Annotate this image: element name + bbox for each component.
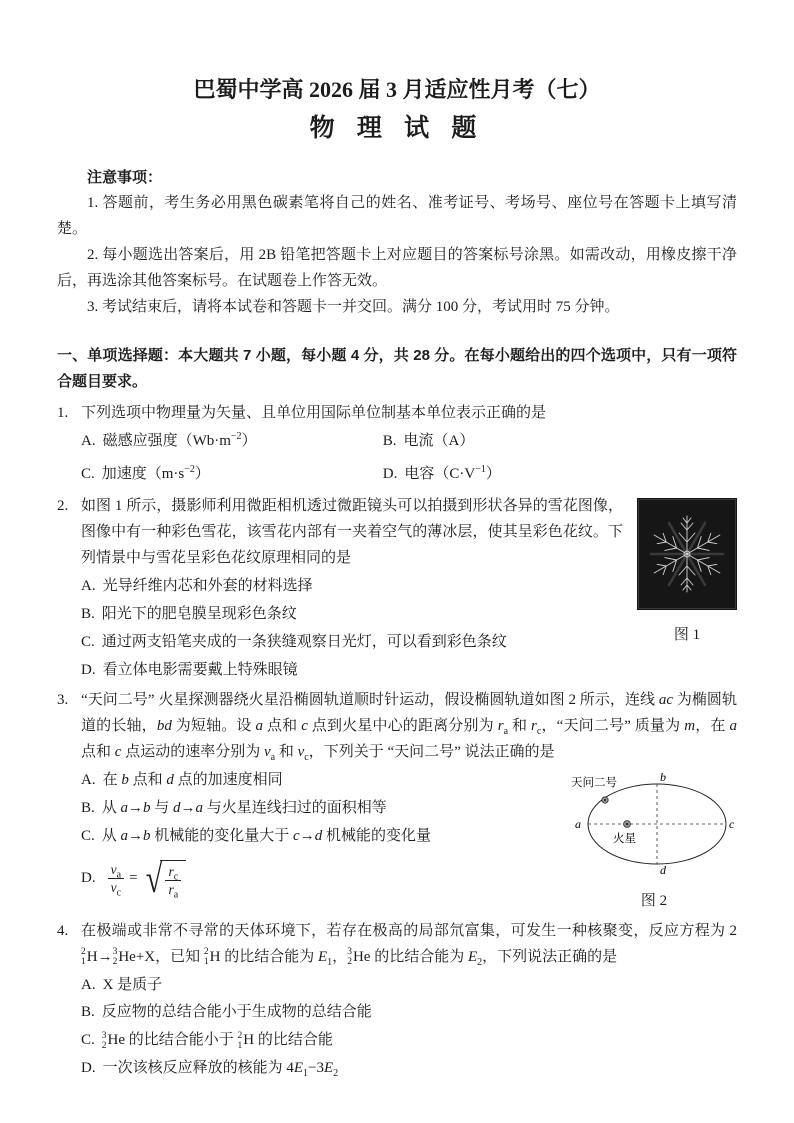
isotope-notation: 3 2 He [101, 1030, 126, 1051]
question-1 [57, 401, 737, 491]
option-label: A. [81, 432, 96, 449]
q4-options [57, 973, 737, 1083]
orbit-diagram [571, 770, 737, 876]
option-label: C. [81, 466, 95, 483]
option-label: A. [81, 771, 96, 788]
option-text: 电流（A） [403, 432, 475, 449]
option-label: B. [81, 1004, 95, 1021]
question-2 [57, 494, 737, 684]
q2-number: 2. [57, 498, 69, 515]
option-text: 看立体电影需要戴上特殊眼镜 [102, 662, 298, 679]
option-label: B. [81, 799, 95, 816]
q1-option-b [383, 429, 737, 455]
option-text: 从 a→b 机械能的变化量大于 c→d 机械能的变化量 [101, 827, 431, 844]
probe-label: 天问二号 [571, 776, 617, 789]
q2-stem [57, 494, 737, 572]
q1-options [57, 427, 737, 491]
option-text: 通过两支铅笔夹成的一条狭缝观察日光灯，可以看到彩色条纹 [101, 634, 507, 651]
option-text: 电容$(C\cdot V^{-1})$ [404, 464, 501, 483]
option-text: 阳光下的肥皂膜呈现彩色条纹 [101, 606, 297, 623]
notice-item-2: 2. 每小题选出答案后，用 2B 铅笔把答题卡上对应题目的答案标号涂黑。如需改动，用橡皮擦干净后，再选涂其他答案标号。在试题卷上作答无效。 [57, 246, 737, 289]
q1-stem [57, 401, 737, 427]
q1-option-a [81, 429, 383, 455]
option-text: 反应物的总结合能小于生成物的总结合能 [101, 1004, 372, 1021]
figure-2-caption: 图 2 [640, 892, 668, 909]
question-3 [57, 688, 737, 909]
q4-stem [57, 919, 737, 971]
fraction-rc-over-ra: $\frac{r_c}{r_a}$ [160, 860, 186, 898]
radical-sign: √ [145, 855, 162, 901]
q4-option-c [81, 1028, 737, 1054]
equals-sign: = [129, 869, 138, 886]
isotope-notation: 2 1 H [203, 946, 221, 967]
option-label: A. [81, 578, 96, 595]
orbit-point-a-label: a [575, 816, 581, 831]
notice-section [57, 165, 737, 321]
option-text: 一次该核反应释放的核能为 $4E_1-3E_2$ [102, 1060, 339, 1080]
q2-options [57, 574, 737, 684]
fraction-va-over-vc: $\frac{v_a}{v_c}$ [108, 862, 124, 896]
option-label: C. [81, 1032, 95, 1049]
notice-heading: 注意事项： [87, 169, 163, 187]
option-label: D. [382, 466, 398, 483]
q4-option-a [81, 973, 737, 999]
q2-stem-text: 如图 1 所示，摄影师利用微距相机透过微距镜头可以拍摄到形状各异的雪花图像，图像中有一种彩色雪花，该雪花内部有一夹着空气的薄冰层，使其呈彩色花纹。下列情景中与雪花呈彩色花纹原理相同的是 [81, 498, 623, 567]
option-text: 磁感应强度$(Wb\cdot m^{-2})$ [102, 430, 257, 449]
q3-option-d [81, 852, 557, 906]
q1-option-d [383, 462, 737, 488]
notice-item-3: 3. 考试结束后，请将本试卷和答题卡一并交回。满分 100 分，考试用时 75 分钟。 [87, 298, 620, 315]
q2-option-d [81, 658, 737, 684]
q1-number: 1. [57, 404, 69, 421]
q3-stem [57, 688, 737, 766]
q3-stem-text: “天问二号” 火星探测器绕火星沿椭圆轨道顺时针运动，假设椭圆轨道如图 2 所示，连线 ac 为椭圆轨道的长轴，bd 为短轴。设 a 点和 c 点到火星中心的距离分别为 $r_a$ 和 $r_c$，“天问二号” 质量为 m，在 a 点和 c 点运动的速率分别为 $v_a$ 和 $v_c$，下列关于 “天问二号” 说法正确的是 [81, 691, 737, 763]
option-label: C. [81, 827, 95, 844]
question-4 [57, 919, 737, 1083]
option-text: X 是质子 [102, 976, 163, 993]
exam-subtitle: 物 理 试 题 [309, 114, 485, 142]
figure-1-caption: 图 1 [673, 627, 701, 644]
q4-stem-text-1: 在极端或非常不寻常的天体环境下，若存在极高的局部氘富集，可发生一种核聚变，反应方程为 [81, 922, 726, 939]
q4-option-b [81, 1000, 737, 1026]
option-label: A. [81, 976, 96, 993]
figure-2 [571, 770, 737, 915]
option-label: D. [81, 662, 96, 679]
isotope-notation: 2 1 H [237, 1030, 255, 1051]
square-root [143, 855, 187, 901]
notice-item-1: 1. 答题前，考生务必用黑色碳素笔将自己的姓名、准考证号、考场号、座位号在答题卡上填写清楚。 [57, 195, 737, 237]
q3-number: 3. [57, 691, 69, 708]
option-text: 加速度$(m\cdot s^{-2})$ [101, 464, 210, 483]
isotope-notation: 3 2 He [112, 946, 136, 967]
q1-stem-text: 下列选项中物理量为矢量、且单位用国际单位制基本单位表示正确的是 [81, 404, 547, 421]
option-text: 光导纤维内芯和外套的材料选择 [102, 578, 313, 595]
section-1-heading: 一、单项选择题：本大题共 7 小题，每小题 4 分，共 28 分。在每小题给出的四个选项中，只有一项符合题目要求。 [57, 346, 737, 390]
orbit-point-c-label: c [729, 816, 735, 831]
option-text: 3 2 He 的比结合能小于 2 1 H 的比结合能 [102, 1032, 333, 1048]
exam-title: 巴蜀中学高 2026 届 3 月适应性月考（七） [193, 77, 601, 102]
orbit-point-d-label: d [660, 862, 666, 876]
q4-option-d [81, 1056, 737, 1082]
option-label: B. [382, 432, 397, 449]
q4-stem-text-2: 2 2 1 H→ 3 2 He+X，已知 2 1 H 的比结合能为 $E_1$， 3 2 He 的比结合能为 $E_2$，下列说法正确的是 [81, 923, 737, 965]
isotope-notation: 2 1 H [81, 946, 98, 967]
mars-label: 火星 [613, 832, 636, 845]
option-text: 在 b 点和 d 点的加速度相同 [102, 771, 283, 788]
option-label: D. [81, 1060, 96, 1077]
orbit-point-b-label: b [660, 769, 666, 784]
q3-options [57, 768, 737, 909]
option-label: D. [81, 869, 96, 886]
option-label: C. [81, 634, 95, 651]
q4-number: 4. [57, 922, 69, 939]
option-text: 从 a→b 与 d→a 与火星连线扫过的面积相等 [101, 799, 387, 816]
option-label: B. [81, 606, 95, 623]
q1-option-c [81, 462, 383, 488]
isotope-notation: 3 2 He [347, 946, 371, 967]
